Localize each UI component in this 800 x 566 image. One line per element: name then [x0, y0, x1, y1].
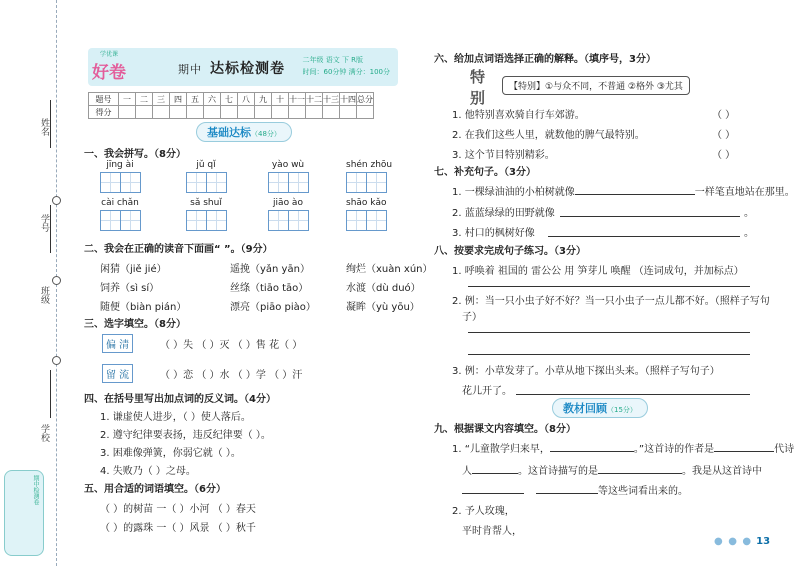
- answer-line[interactable]: [516, 394, 750, 395]
- pinyin-group: [268, 160, 308, 193]
- q3-word-box-1: 偏 清: [102, 334, 133, 353]
- q9-line-4: 2. 予人玫瑰，: [452, 506, 515, 517]
- char-box[interactable]: [288, 172, 309, 193]
- pinyin-group: [186, 160, 226, 193]
- score-cell[interactable]: [204, 106, 221, 119]
- char-box[interactable]: [120, 172, 141, 193]
- answer-blank[interactable]: [575, 185, 695, 195]
- answer-line[interactable]: [468, 354, 750, 355]
- char-box[interactable]: [346, 172, 367, 193]
- score-cell[interactable]: [187, 106, 204, 119]
- q2-item[interactable]: 饲养（sì sí）: [100, 283, 160, 294]
- q2-item[interactable]: 凝眸（yù yōu）: [346, 302, 420, 313]
- q7-item: [452, 224, 535, 239]
- q6-title: 六、给加点词语选择正确的解释。（填序号，3分）: [434, 54, 656, 65]
- score-col: 总分: [357, 94, 373, 104]
- q7-text: 2. 蓝蓝绿绿的田野就像: [452, 208, 555, 219]
- q8-item: 3. 例：小草发芽了。小草从地下探出头来。（照样子写句子）: [452, 366, 720, 377]
- char-box[interactable]: [120, 210, 141, 231]
- char-box[interactable]: [268, 210, 289, 231]
- section-score: （15分）: [607, 406, 637, 414]
- score-col: 九: [255, 93, 272, 106]
- pinyin: cài chǎn: [101, 198, 139, 208]
- q7-dot: 。: [744, 228, 754, 239]
- q1-title: 一、我会拼写。（8分）: [84, 149, 186, 160]
- page-title: [178, 58, 285, 78]
- pinyin-group: [100, 160, 140, 193]
- answer-blank[interactable]: [550, 442, 634, 452]
- q7-dot: 。: [744, 208, 754, 219]
- q7-item: [452, 183, 795, 198]
- q6-answer[interactable]: （ ）: [712, 130, 736, 141]
- q9-text: 等这些词看出来的。: [598, 486, 688, 497]
- logo-tag: 学优课: [100, 51, 119, 58]
- q4-item[interactable]: 3. 困难像弹簧，你弱它就（ ）。: [100, 448, 241, 459]
- name-label: 姓名: [39, 118, 49, 136]
- q9-text: 。”这首诗的作者是: [633, 444, 715, 455]
- section-title: 基础达标: [207, 126, 251, 139]
- grade-info: 二年级 语文 下 R版: [302, 56, 364, 64]
- pinyin-group: [346, 198, 387, 231]
- q9-text: 代诗: [774, 444, 795, 455]
- pinyin-group: [186, 198, 226, 231]
- time-info: 时间：60分钟 满分：100分: [302, 68, 390, 76]
- q9-text: 。我是从这首诗中: [682, 466, 762, 477]
- q6-item: 3. 这个节目特别精彩。: [452, 150, 555, 161]
- title-prefix: 期中: [178, 63, 202, 76]
- q3-row-2[interactable]: （ ）恋 （ ）水 （ ）学 （ ）汗: [160, 370, 303, 381]
- q5-row-2[interactable]: （ ）的露珠 一（ ）风景 （ ）秋千: [100, 523, 256, 534]
- char-box[interactable]: [206, 210, 227, 231]
- header-banner: [88, 48, 398, 86]
- answer-blank[interactable]: [472, 464, 518, 474]
- pinyin: jǔ qǐ: [196, 160, 216, 170]
- score-col: 五: [187, 93, 204, 106]
- answer-line[interactable]: [468, 332, 750, 333]
- char-box[interactable]: [366, 210, 387, 231]
- exam-info: [303, 54, 391, 78]
- score-table: [88, 92, 374, 119]
- q9-text: 。这首诗描写的是: [518, 466, 598, 477]
- definition-box: 【特别】①与众不同，不普通 ②格外 ③尤其: [502, 76, 690, 95]
- answer-blank[interactable]: [598, 464, 682, 474]
- score-cell[interactable]: [340, 106, 357, 119]
- score-cell[interactable]: [323, 106, 340, 119]
- score-col: 十一: [289, 94, 305, 104]
- q7-text: 3. 村口的枫树好像: [452, 228, 535, 239]
- answer-blank[interactable]: [536, 484, 598, 494]
- q2-item[interactable]: 丝绦（tiāo tāo）: [230, 283, 309, 294]
- q8-item: 1. 呼唤着 祖国的 雷公公 用 笋芽儿 唤醒 （连词成句，并加标点）: [452, 266, 744, 277]
- score-col: 六: [204, 93, 221, 106]
- brush-word: 特别: [470, 68, 486, 107]
- char-box[interactable]: [288, 210, 309, 231]
- score-cell[interactable]: [238, 106, 255, 119]
- section-badge-review: [552, 398, 648, 418]
- char-box[interactable]: [268, 172, 289, 193]
- answer-blank[interactable]: [714, 442, 774, 452]
- school-blank: [50, 370, 51, 418]
- score-cell[interactable]: [170, 106, 187, 119]
- q7-title: 七、补充句子。（3分）: [434, 167, 536, 178]
- q4-item[interactable]: 2. 遵守纪律要表扬，违反纪律要（ ）。: [100, 430, 271, 441]
- school-label: 学校: [39, 424, 49, 442]
- score-cell[interactable]: [153, 106, 170, 119]
- score-col: 四: [170, 93, 187, 106]
- q3-title: 三、选字填空。（8分）: [84, 319, 186, 330]
- score-col: 十四: [340, 94, 356, 104]
- mascot-text: 期中检测卷: [32, 475, 39, 505]
- char-box[interactable]: [100, 210, 121, 231]
- q8-item-cont: 子）: [462, 312, 482, 323]
- q6-item: 2. 在我们这些人里，就数他的脾气最特别。: [452, 130, 645, 141]
- logo: [92, 52, 138, 82]
- q4-item[interactable]: 4. 失败乃（ ）之母。: [100, 466, 196, 477]
- pinyin-group: [100, 198, 140, 231]
- answer-line[interactable]: [560, 216, 740, 217]
- binding-hole: [52, 196, 61, 205]
- binding-margin: [0, 0, 68, 566]
- class-label: 班级: [39, 286, 49, 304]
- q8-item: 2. 例：当一只小虫子好不好？当一只小虫子一点儿都不好。（照样子写句: [452, 296, 770, 307]
- q2-item[interactable]: 随便（biàn pián）: [100, 302, 187, 313]
- id-label: 学号: [39, 214, 49, 232]
- q7-tail: 一样笔直地站在那里。: [694, 187, 795, 198]
- pinyin: shén zhōu: [346, 160, 393, 170]
- q7-item: [452, 204, 555, 219]
- score-cell[interactable]: [136, 106, 153, 119]
- q5-title: 五、用合适的词语填空。（6分）: [84, 484, 226, 495]
- q4-item[interactable]: 1. 谦虚使人进步，（ ）使人落后。: [100, 412, 251, 423]
- q9-title: 九、根据课文内容填空。（8分）: [434, 424, 576, 435]
- title-main: 达标检测卷: [210, 61, 285, 77]
- char-box[interactable]: [346, 210, 367, 231]
- answer-line[interactable]: [468, 286, 750, 287]
- score-cell[interactable]: [289, 106, 306, 119]
- page-number-text: 13: [756, 536, 771, 547]
- q9-line-1: [452, 440, 794, 455]
- score-col: 十: [272, 93, 289, 106]
- char-box[interactable]: [366, 172, 387, 193]
- q6-answer[interactable]: （ ）: [712, 110, 736, 121]
- score-col: 十三: [323, 94, 339, 104]
- q8-item-cont: 花儿开了。: [462, 386, 512, 397]
- section-score: （48分）: [251, 130, 281, 138]
- page-number: ● ● ● 13: [714, 536, 771, 547]
- q2-item[interactable]: 闲猜（jiě jié）: [100, 264, 167, 275]
- score-col: 八: [238, 93, 255, 106]
- binding-hole: [52, 356, 61, 365]
- answer-line[interactable]: [548, 236, 740, 237]
- score-head: 题号: [89, 93, 119, 106]
- q9-line-2: [462, 462, 762, 477]
- q4-title: 四、在括号里写出加点词的反义词。（4分）: [84, 394, 276, 405]
- score-cell[interactable]: [119, 106, 136, 119]
- q9-text: 人: [462, 466, 472, 477]
- score-row-marks: [89, 106, 374, 119]
- score-col: 二: [136, 93, 153, 106]
- q2-item[interactable]: 漂亮（piāo piào）: [230, 302, 316, 313]
- char-box[interactable]: [186, 210, 207, 231]
- section-title: 教材回顾: [563, 402, 607, 415]
- score-col: 三: [153, 93, 170, 106]
- pinyin: jiāo ào: [273, 198, 303, 208]
- mascot-illustration: [4, 470, 44, 556]
- q2-item[interactable]: 绚烂（xuàn xún）: [346, 264, 433, 275]
- pinyin: sǎ shuǐ: [190, 198, 222, 208]
- score-cell[interactable]: [272, 106, 289, 119]
- pinyin: yào wù: [271, 160, 305, 170]
- pinyin: jīng ài: [106, 160, 134, 170]
- pinyin: shāo kǎo: [346, 198, 387, 208]
- q9-text: 1. “儿童散学归来早，: [452, 444, 550, 455]
- score-head: 得分: [89, 106, 119, 119]
- section-badge-basic: [196, 122, 292, 142]
- q9-line-3: [462, 482, 688, 497]
- q3-row-1[interactable]: （ ）失 （ ）灭 （ ）售 花（ ）: [160, 340, 303, 351]
- score-col: 七: [221, 93, 238, 106]
- score-cell[interactable]: [306, 106, 323, 119]
- q2-title: 二、我会在正确的读音下面画“ ”。（9分）: [84, 244, 273, 255]
- char-box[interactable]: [206, 172, 227, 193]
- char-box[interactable]: [100, 172, 121, 193]
- binding-hole: [52, 276, 61, 285]
- pinyin-group: [268, 198, 308, 231]
- logo-text: 好卷: [92, 63, 126, 83]
- answer-blank[interactable]: [462, 484, 524, 494]
- score-col: 一: [119, 93, 136, 106]
- q2-item[interactable]: 水渡（dù duó）: [346, 283, 421, 294]
- score-cell[interactable]: [255, 106, 272, 119]
- q5-row-1[interactable]: （ ）的树苗 一（ ）小河 （ ）春天: [100, 504, 256, 515]
- q7-text: 1. 一棵绿油油的小柏树就像: [452, 187, 575, 198]
- q2-item[interactable]: 遥挽（yǎn yān）: [230, 264, 310, 275]
- q3-word-box-2: 留 流: [102, 364, 133, 383]
- q8-title: 八、按要求完成句子练习。（3分）: [434, 246, 586, 257]
- score-cell[interactable]: [357, 106, 374, 119]
- q9-line-5: 平时肯帮人，: [462, 526, 522, 537]
- q6-item: 1. 他特别喜欢骑自行车郊游。: [452, 110, 585, 121]
- score-col: 十二: [306, 94, 322, 104]
- q6-answer[interactable]: （ ）: [712, 150, 736, 161]
- char-box[interactable]: [186, 172, 207, 193]
- score-row-numbers: [89, 93, 374, 106]
- pinyin-group: [346, 160, 392, 193]
- score-cell[interactable]: [221, 106, 238, 119]
